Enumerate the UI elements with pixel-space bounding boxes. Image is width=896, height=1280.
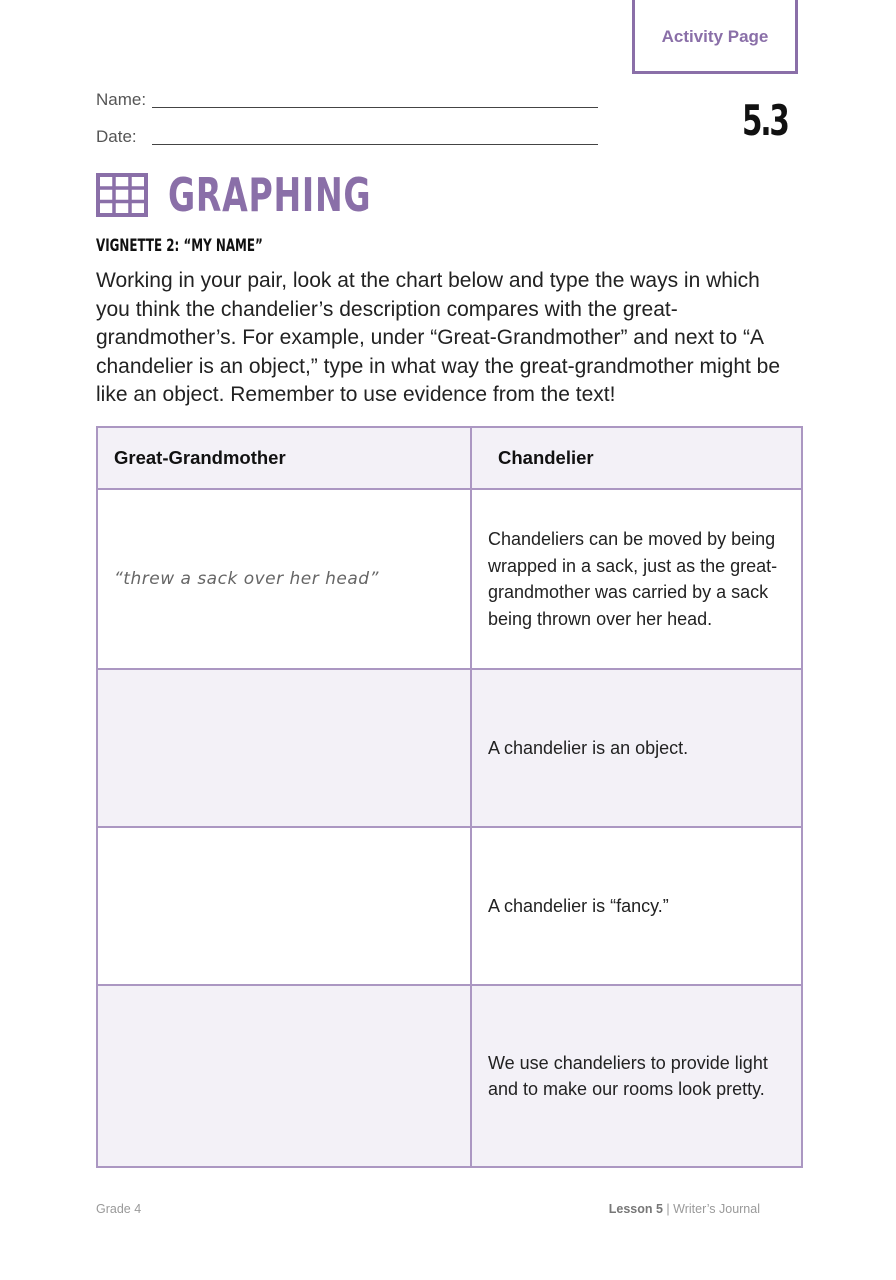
footer-lesson <box>609 1202 760 1216</box>
chart-header-row <box>97 427 802 489</box>
great-grandmother-cell[interactable] <box>97 669 471 827</box>
chandelier-cell: Chandeliers can be moved by being wrapped in a sack, just as the great-grandmother was carried by a sack being thrown over her head. <box>471 489 802 669</box>
name-field <box>96 90 598 110</box>
section-title: GRAPHING <box>168 168 372 222</box>
footer-journal: Writer’s Journal <box>673 1202 760 1216</box>
chandelier-cell: A chandelier is an object. <box>471 669 802 827</box>
footer-grade: Grade 4 <box>96 1202 142 1216</box>
date-label: Date: <box>96 127 137 146</box>
handwritten-answer: “threw a sack over her head” <box>114 569 379 590</box>
date-field <box>96 127 598 147</box>
table-row <box>97 985 802 1167</box>
page-number: 5.3 <box>742 96 788 145</box>
great-grandmother-cell[interactable] <box>97 827 471 985</box>
activity-page-tab <box>632 0 798 74</box>
table-row <box>97 669 802 827</box>
chandelier-cell: We use chandeliers to provide light and to make our rooms look pretty. <box>471 985 802 1167</box>
date-input-line[interactable] <box>152 130 598 145</box>
comparison-chart <box>96 426 803 1168</box>
table-row <box>97 827 802 985</box>
instructions-text: Working in your pair, look at the chart below and type the ways in which you think the chandelier’s description compares with the great-grandmother’s. For example, under “Great-Grandmother” and next to “A chandelier is an object,” type in what way the great-grandmother might be like an object. Remember to use evidence from the text! <box>96 269 781 406</box>
footer-separator: | <box>662 1202 674 1216</box>
name-label: Name: <box>96 90 147 109</box>
great-grandmother-cell[interactable] <box>97 489 471 669</box>
great-grandmother-cell[interactable] <box>97 985 471 1167</box>
grid-icon <box>96 173 148 217</box>
vignette-subtitle: VIGNETTE 2: “MY NAME” <box>96 236 263 256</box>
chandelier-cell: A chandelier is “fancy.” <box>471 827 802 985</box>
footer-lesson-number: Lesson 5 <box>608 1202 663 1216</box>
section-header <box>96 168 450 222</box>
activity-page-label: Activity Page <box>661 26 769 46</box>
header-great-grandmother: Great-Grandmother <box>97 427 471 489</box>
table-row <box>97 489 802 669</box>
header-chandelier: Chandelier <box>471 427 802 489</box>
name-input-line[interactable] <box>152 93 598 108</box>
